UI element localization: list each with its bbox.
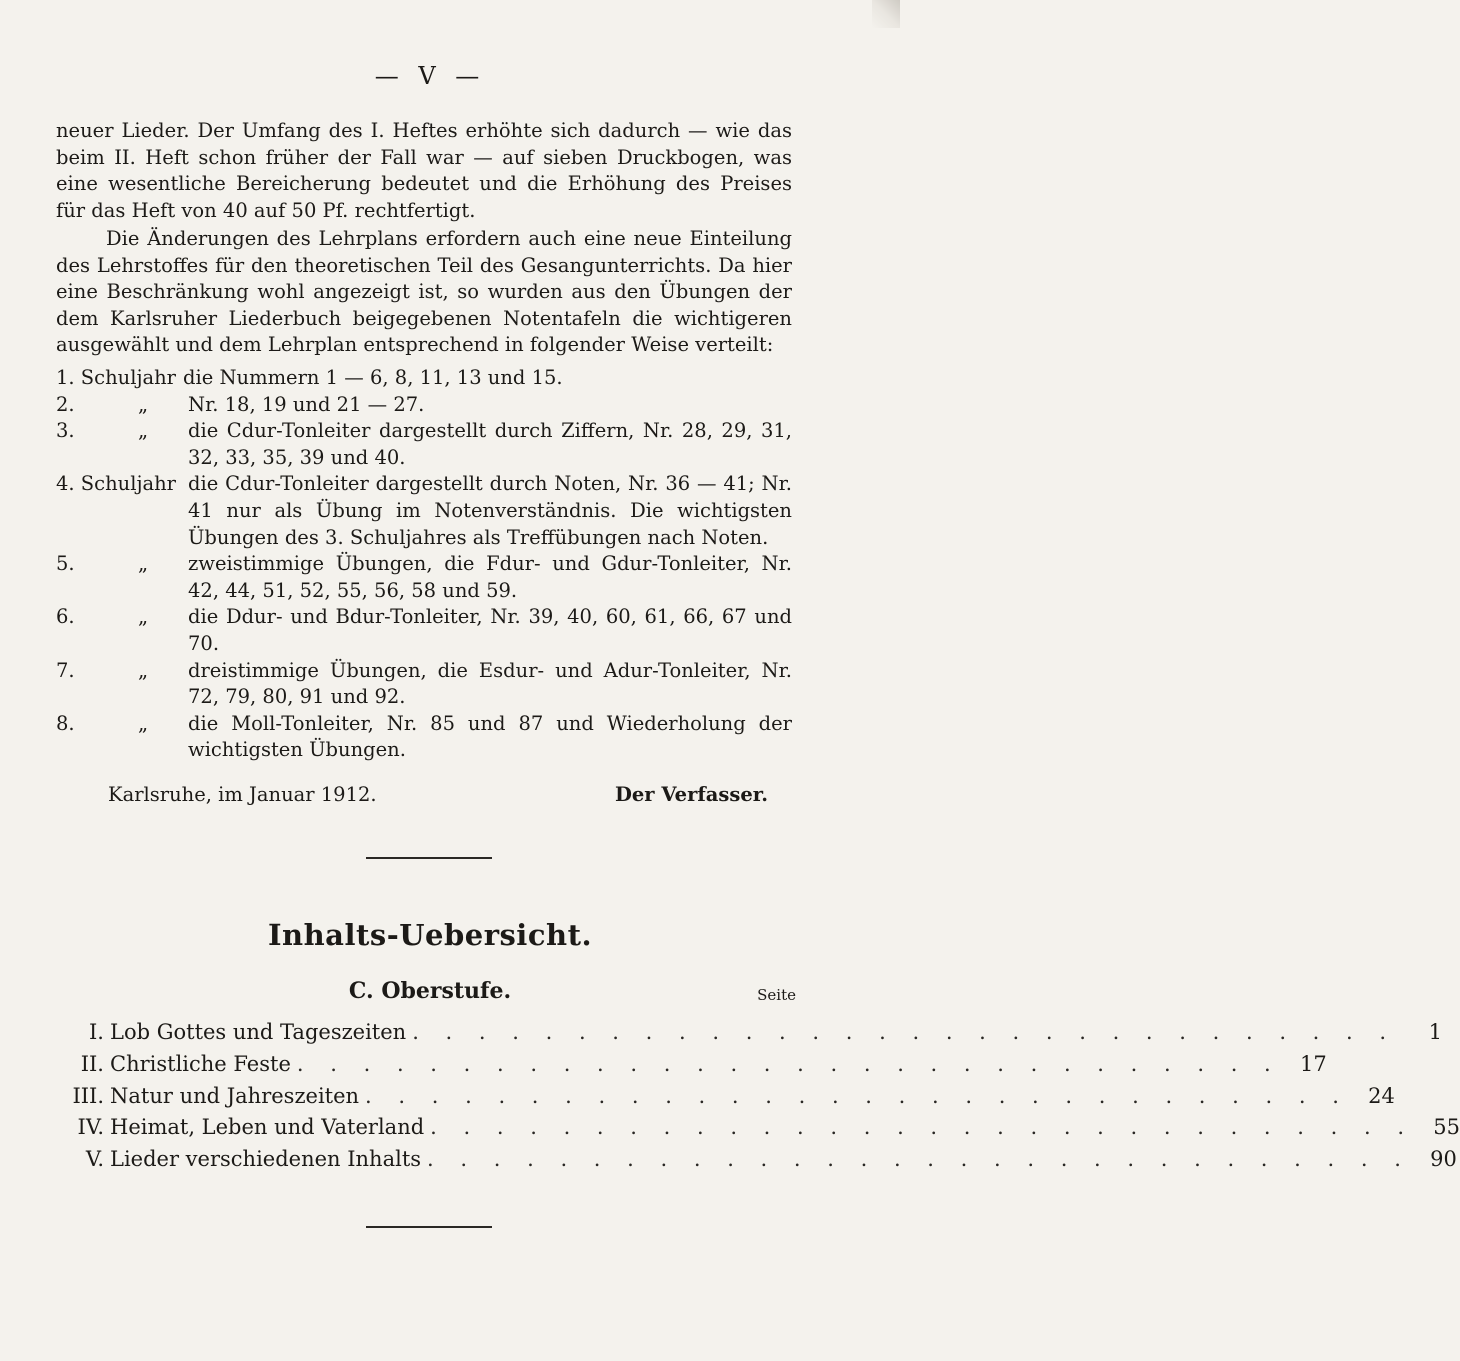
divider: [366, 1226, 492, 1228]
table-of-contents: [56, 1020, 1460, 1179]
toc-entry-page: 90: [1430, 1147, 1457, 1172]
toc-entry-number: III.: [72, 1083, 104, 1108]
school-year-label: 1. Schuljahr: [56, 366, 176, 389]
ditto-mark: „: [137, 658, 149, 682]
list-item-text: die Moll-Tonleiter, Nr. 85 und 87 und Wiederholung der wichtigsten Übungen.: [188, 711, 792, 762]
list-item-text: Nr. 18, 19 und 21 — 27.: [188, 392, 425, 416]
toc-entry-page: 24: [1368, 1083, 1395, 1108]
author: Der Verfasser.: [614, 783, 768, 806]
list-item: [56, 604, 792, 657]
list-item-text: die Ddur- und Bdur-Tonleiter, Nr. 39, 40, 60, 61, 66, 67 und 70.: [188, 605, 792, 655]
toc-entry-label: Lob Gottes und Tageszeiten: [110, 1020, 407, 1044]
preface-paragraph-2: Die Änderungen des Lehrplans erfordern auch eine neue Einteilung des Lehrstoffes für den theoretischen Teil des Gesangunterrichts. Da hier eine Beschränkung wohl angezeigt ist, so wurden aus den Übungen der dem Karlsruher Liederbuch beigegebenen Notentafeln die wichtigeren ausgewählt und dem Lehrplan entsprechend in folgender Weise verteilt:: [56, 227, 792, 357]
toc-entry-number: V.: [85, 1147, 104, 1172]
list-item: [56, 471, 792, 551]
toc-entry-number: IV.: [77, 1115, 104, 1140]
place-date: Karlsruhe, im Januar 1912.: [108, 783, 377, 806]
school-year-number: 8.: [56, 711, 75, 735]
list-item: [56, 551, 792, 604]
toc-entry-number: I.: [89, 1020, 104, 1044]
school-year-number: 6.: [56, 605, 75, 629]
curriculum-list: [56, 365, 792, 764]
toc-entry-label: Lieder verschiedenen Inhalts: [110, 1147, 422, 1172]
toc-entry-label: Christliche Feste: [110, 1051, 291, 1076]
school-year-number: 7.: [56, 658, 75, 682]
ditto-mark: „: [137, 419, 149, 443]
toc-section-heading: C. Oberstufe.: [348, 978, 512, 1004]
toc-entry-page: 1: [1428, 1020, 1443, 1044]
dot-leader: . . . . . . . . . . . . . . . . . . . . . . . . . . . . . .: [412, 1020, 1397, 1044]
ditto-mark: „: [137, 552, 149, 576]
list-item-text: die Nummern 1 — 6, 8, 11, 13 und 15.: [183, 366, 563, 389]
divider: [366, 857, 492, 859]
preface-paragraph-1: neuer Lieder. Der Umfang des I. Heftes erhöhte sich dadurch — wie das beim II. Heft schon früher der Fall war — auf sieben Druckbogen, was eine wesentliche Bereicherung bedeutet und die Erhöhung des Preises für das Heft von 40 auf 50 Pf. rechtfertigt.: [56, 119, 792, 222]
signature-line: [108, 783, 768, 806]
dot-leader: . . . . . . . . . . . . . . . . . . . . . . . . . . . . . .: [296, 1051, 1281, 1076]
list-item-text: zweistimmige Übungen, die Fdur- und Gdur-Tonleiter, Nr. 42, 44, 51, 52, 55, 56, 58 und 59.: [188, 552, 792, 602]
toc-entry[interactable]: [56, 1083, 1395, 1116]
toc-entry-page: 17: [1300, 1051, 1327, 1076]
toc-entry[interactable]: [56, 1147, 1457, 1179]
list-item-text: die Cdur-Tonleiter dargestellt durch Ziffern, Nr. 28, 29, 31, 32, 33, 35, 39 und 40.: [188, 419, 792, 469]
school-year-number: 3.: [56, 419, 75, 443]
list-item: [56, 658, 792, 711]
ditto-mark: „: [137, 711, 149, 735]
dot-leader: . . . . . . . . . . . . . . . . . . . . . . . . . . . . . .: [365, 1083, 1349, 1108]
toc-entry[interactable]: [56, 1051, 1327, 1084]
toc-entry[interactable]: [56, 1115, 1460, 1147]
toc-title: Inhalts-Uebersicht.: [267, 918, 593, 952]
list-item: [56, 392, 792, 419]
toc-entry-page: 55: [1433, 1115, 1460, 1140]
list-item-text: dreistimmige Übungen, die Esdur- und Adur-Tonleiter, Nr. 72, 79, 80, 91 und 92.: [188, 658, 792, 709]
ditto-mark: „: [137, 605, 149, 629]
toc-entry-label: Natur und Jahreszeiten: [110, 1083, 360, 1108]
toc-page-column-header: Seite: [757, 986, 796, 1004]
list-item: [56, 711, 792, 764]
page-number: — V —: [374, 62, 486, 90]
list-item-text: die Cdur-Tonleiter dargestellt durch Noten, Nr. 36 — 41; Nr. 41 nur als Übung im Notenverständnis. Die wichtigsten Übungen des 3. Schuljahres als Treffübungen nach Noten.: [188, 472, 792, 549]
dot-leader: . . . . . . . . . . . . . . . . . . . . . . . . . . . . . .: [427, 1147, 1411, 1172]
school-year-label: 4. Schuljahr: [56, 472, 176, 496]
dot-leader: . . . . . . . . . . . . . . . . . . . . . . . . . . . . . .: [430, 1115, 1415, 1140]
list-item: [56, 365, 792, 392]
ditto-mark: „: [137, 392, 149, 416]
toc-entry[interactable]: [56, 1020, 1443, 1052]
toc-entry-number: II.: [80, 1051, 104, 1076]
school-year-number: 2.: [56, 392, 75, 416]
school-year-number: 5.: [56, 552, 75, 576]
toc-entry-label: Heimat, Leben und Vaterland: [110, 1115, 425, 1140]
page-corner-shadow: [872, 0, 900, 28]
list-item: [56, 418, 792, 471]
